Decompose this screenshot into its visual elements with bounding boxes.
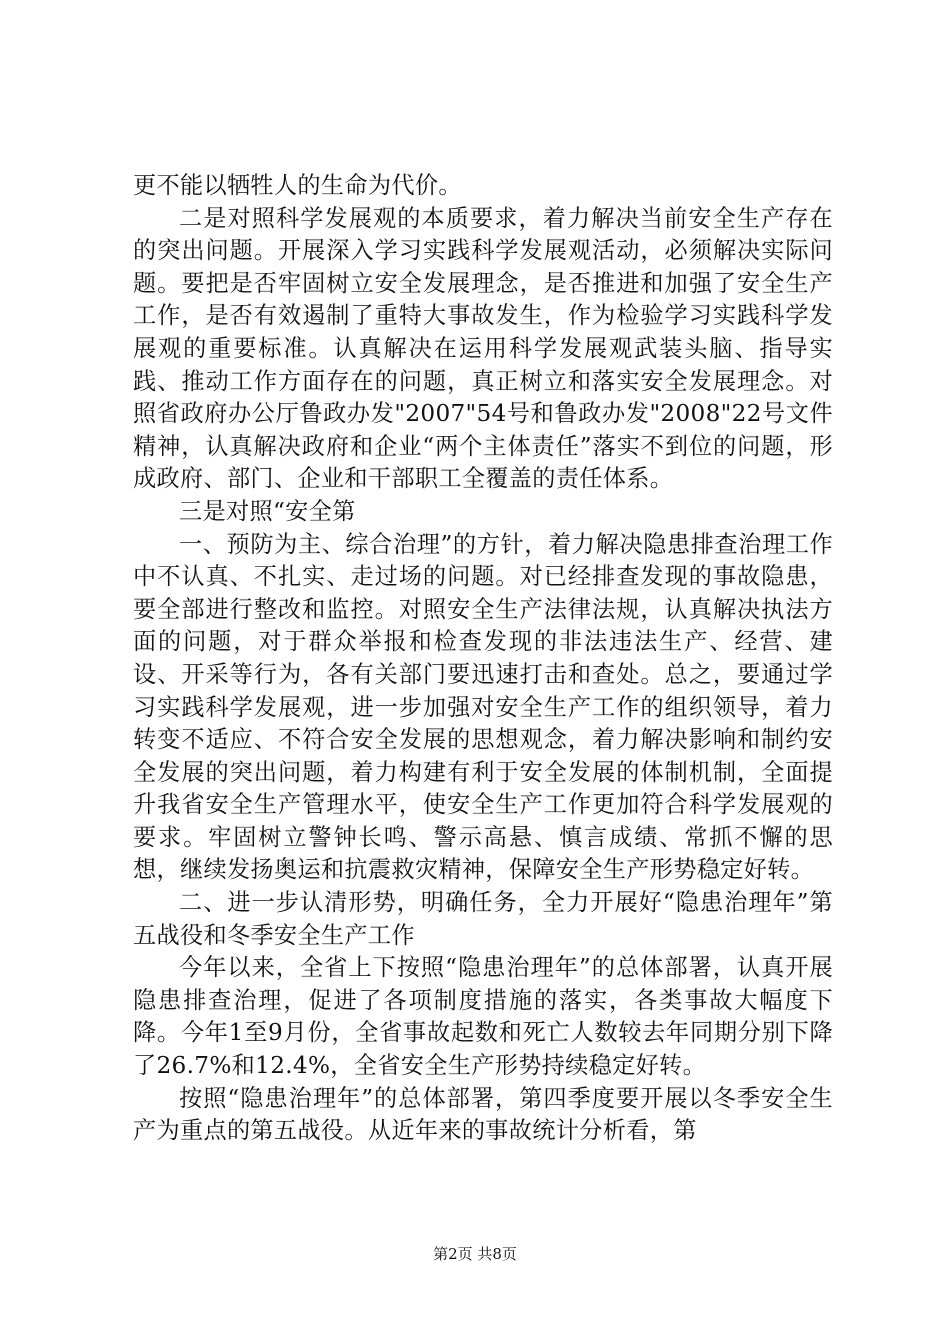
section-heading-two: 二、进一步认清形势，明确任务，全力开展好“隐患治理年”第五战役和冬季安全生产工作 [133,889,833,949]
paragraph-prevention-policy: 一、预防为主、综合治理”的方针，着力解决隐患排查治理工作中不认真、不扎实、走过场的问题。对已经排查发现的事故隐患，要全部进行整改和监控。对照安全生产法律法规，认真解决执法方面的问题，对于群众举报和检查发现的非法违法生产、经营、建设、开采等行为，各有关部门要迅速打击和查处。总之，要通过学习实践科学发展观，进一步加强对安全生产工作的组织领导，着力转变不适应、不符合安全发展的思想观念，着力解决影响和制约安全发展的突出问题，着力构建有利于安全发展的体制机制，全面提升我省安全生产管理水平，使安全生产工作更加符合科学发展观的要求。牢固树立警钟长鸣、警示高悬、慎言成绩、常抓不懈的思想，继续发扬奥运和抗震救灾精神，保障安全生产形势稳定好转。 [133,530,833,884]
paragraph-continuation: 更不能以牺牲人的生命为代价。 [133,172,462,199]
paragraph-point-two: 二是对照科学发展观的本质要求，着力解决当前安全生产存在的突出问题。开展深入学习实践科学发展观活动，必须解决实际问题。要把是否牢固树立安全发展理念，是否推进和加强了安全生产工作，是否有效遏制了重特大事故发生，作为检验学习实践科学发展观的重要标准。认真解决在运用科学发展观武装头脑、指导实践、推动工作方面存在的问题，真正树立和落实安全发展理念。对照省政府办公厅鲁政办发"2007"54号和鲁政办发"2008"22号文件精神，认真解决政府和企业“两个主体责任”落实不到位的问题，形成政府、部门、企业和干部职工全覆盖的责任体系。 [133,204,833,493]
paragraph-this-year: 今年以来，全省上下按照“隐患治理年”的总体部署，认真开展隐患排查治理，促进了各项制度措施的落实，各类事故大幅度下降。今年1至9月份，全省事故起数和死亡人数较去年同期分别下降了26.7%和12.4%，全省安全生产形势持续稳定好转。 [133,954,833,1080]
paragraph-point-three-heading: 三是对照“安全第 [179,497,356,525]
paragraph-fifth-campaign: 按照“隐患治理年”的总体部署，第四季度要开展以冬季安全生产为重点的第五战役。从近年来的事故统计分析看，第 [133,1084,833,1145]
document-body [133,170,833,1148]
page-footer: 第2页 共8页 [433,1245,517,1263]
